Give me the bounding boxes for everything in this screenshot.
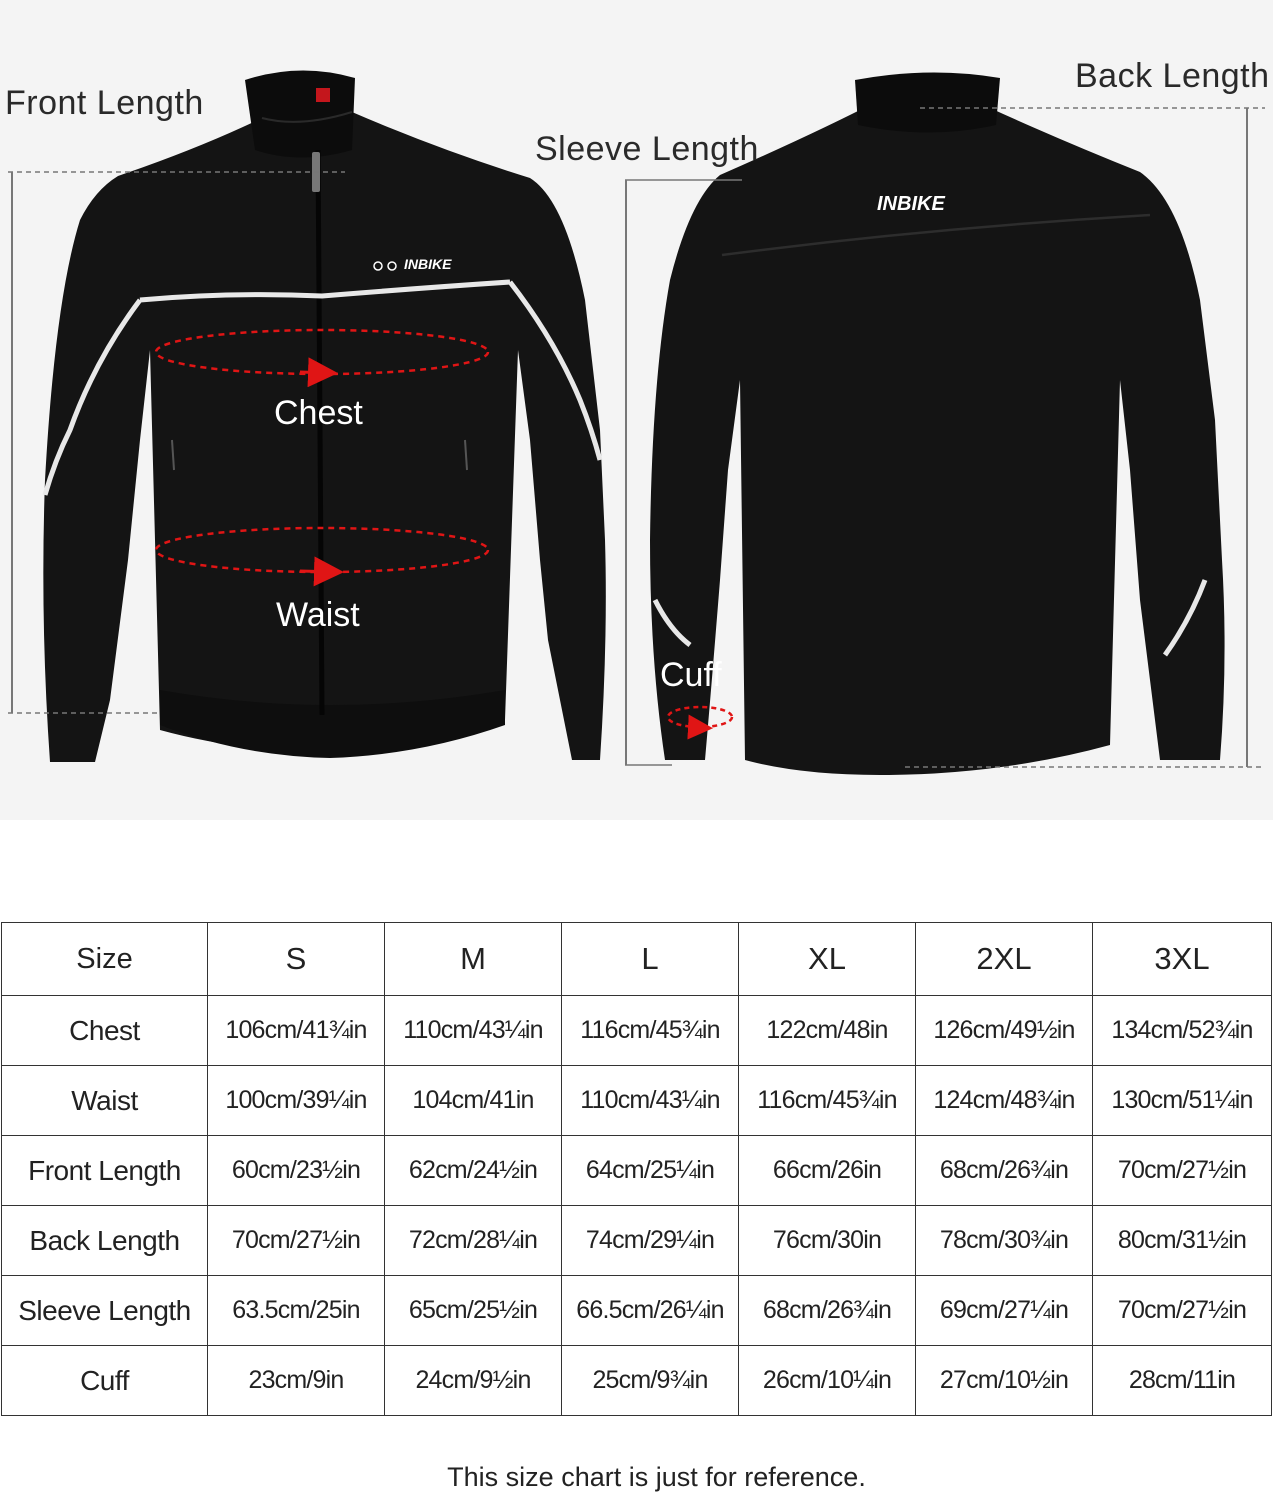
table-row — [2, 1066, 1272, 1136]
table-cell: 122cm/48in — [739, 996, 916, 1066]
size-header-cell: L — [562, 923, 739, 996]
table-cell: 66cm/26in — [739, 1136, 916, 1206]
table-cell: 68cm/26¾in — [916, 1136, 1093, 1206]
table-row — [2, 996, 1272, 1066]
row-label: Front Length — [2, 1136, 208, 1206]
size-header-cell: S — [208, 923, 385, 996]
size-header-cell: 2XL — [916, 923, 1093, 996]
cuff-label: Cuff — [660, 656, 722, 694]
table-cell: 64cm/25¼in — [562, 1136, 739, 1206]
table-cell: 70cm/27½in — [1093, 1276, 1272, 1346]
table-cell: 126cm/49½in — [916, 996, 1093, 1066]
table-cell: 26cm/10¼in — [739, 1346, 916, 1416]
table-cell: 74cm/29¼in — [562, 1206, 739, 1276]
size-header-row — [2, 923, 1272, 996]
table-cell: 116cm/45¾in — [562, 996, 739, 1066]
table-cell: 76cm/30in — [739, 1206, 916, 1276]
reference-footnote: This size chart is just for reference. — [447, 1462, 866, 1492]
size-chart-table — [1, 922, 1272, 1416]
row-label: Waist — [2, 1066, 208, 1136]
table-cell: 124cm/48¾in — [916, 1066, 1093, 1136]
row-label: Sleeve Length — [2, 1276, 208, 1346]
table-cell: 72cm/28¼in — [385, 1206, 562, 1276]
size-header-cell: M — [385, 923, 562, 996]
table-row — [2, 1276, 1272, 1346]
size-header-cell: 3XL — [1093, 923, 1272, 996]
back-length-label: Back Length — [1075, 57, 1270, 95]
sleeve-length-label: Sleeve Length — [535, 130, 759, 168]
size-corner-label: Size — [2, 923, 208, 996]
table-cell: 106cm/41¾in — [208, 996, 385, 1066]
table-cell: 68cm/26¾in — [739, 1276, 916, 1346]
table-cell: 116cm/45¾in — [739, 1066, 916, 1136]
table-cell: 27cm/10½in — [916, 1346, 1093, 1416]
row-label: Cuff — [2, 1346, 208, 1416]
front-brand-logo: INBIKE — [404, 256, 452, 272]
size-header-cell: XL — [739, 923, 916, 996]
table-cell: 80cm/31½in — [1093, 1206, 1272, 1276]
chest-label: Chest — [274, 394, 363, 432]
table-cell: 100cm/39¼in — [208, 1066, 385, 1136]
row-label: Chest — [2, 996, 208, 1066]
table-cell: 104cm/41in — [385, 1066, 562, 1136]
table-cell: 78cm/30¾in — [916, 1206, 1093, 1276]
table-cell: 70cm/27½in — [1093, 1136, 1272, 1206]
table-cell: 69cm/27¼in — [916, 1276, 1093, 1346]
table-cell: 63.5cm/25in — [208, 1276, 385, 1346]
table-cell: 25cm/9¾in — [562, 1346, 739, 1416]
table-cell: 110cm/43¼in — [385, 996, 562, 1066]
table-cell: 70cm/27½in — [208, 1206, 385, 1276]
row-label: Back Length — [2, 1206, 208, 1276]
back-brand-logo: INBIKE — [877, 193, 945, 215]
table-cell: 130cm/51¼in — [1093, 1066, 1272, 1136]
front-length-label: Front Length — [5, 84, 204, 122]
table-row — [2, 1346, 1272, 1416]
table-cell: 23cm/9in — [208, 1346, 385, 1416]
table-cell: 28cm/11in — [1093, 1346, 1272, 1416]
back-jacket-image — [650, 72, 1225, 775]
table-row — [2, 1206, 1272, 1276]
table-cell: 134cm/52¾in — [1093, 996, 1272, 1066]
table-cell: 62cm/24½in — [385, 1136, 562, 1206]
table-cell: 60cm/23½in — [208, 1136, 385, 1206]
waist-label: Waist — [276, 596, 360, 634]
table-cell: 110cm/43¼in — [562, 1066, 739, 1136]
table-cell: 24cm/9½in — [385, 1346, 562, 1416]
table-cell: 65cm/25½in — [385, 1276, 562, 1346]
table-cell: 66.5cm/26¼in — [562, 1276, 739, 1346]
table-row — [2, 1136, 1272, 1206]
